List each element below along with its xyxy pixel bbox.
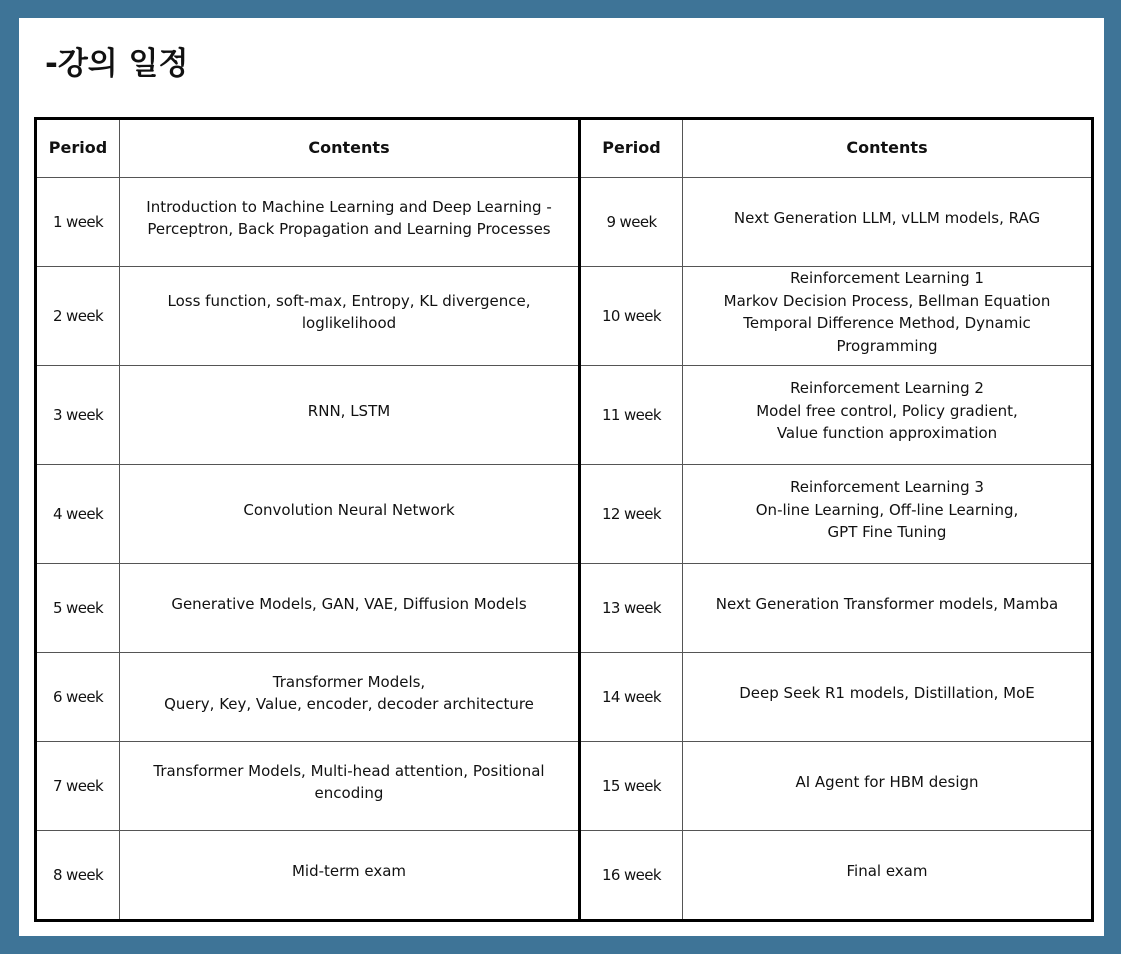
contents-cell — [120, 465, 580, 564]
contents-text: Deep Seek R1 models, Distillation, MoE — [739, 683, 1035, 702]
table-row — [36, 178, 1093, 267]
table-row — [36, 564, 1093, 653]
contents-text: Mid-term exam — [291, 861, 407, 880]
period-cell: 7 week — [36, 742, 120, 831]
period-cell: 13 week — [580, 564, 683, 653]
contents-text: Loss function, soft-max, Entropy, KL divergence, loglikelihood — [167, 291, 531, 332]
table-row — [36, 831, 1093, 921]
contents-cell — [120, 178, 580, 267]
contents-text: Transformer Models, Query, Key, Value, encoder, decoder architecture — [164, 672, 534, 713]
header-contents-right: Contents — [683, 119, 1093, 178]
table-row — [36, 653, 1093, 742]
page-title: -강의 일정 — [45, 46, 189, 82]
contents-text: RNN, LSTM — [307, 401, 391, 420]
contents-cell — [120, 564, 580, 653]
contents-text: Transformer Models, Multi-head attention, Positional encoding — [153, 761, 545, 802]
period-cell: 11 week — [580, 366, 683, 465]
period-cell: 6 week — [36, 653, 120, 742]
header-period-right: Period — [580, 119, 683, 178]
contents-cell — [120, 267, 580, 366]
contents-cell — [120, 742, 580, 831]
table-header-row — [36, 119, 1093, 178]
period-cell: 4 week — [36, 465, 120, 564]
contents-text: AI Agent for HBM design — [795, 772, 979, 791]
table-row — [36, 465, 1093, 564]
period-cell: 1 week — [36, 178, 120, 267]
period-cell: 9 week — [580, 178, 683, 267]
period-cell: 16 week — [580, 831, 683, 921]
contents-cell — [120, 653, 580, 742]
period-cell: 15 week — [580, 742, 683, 831]
contents-cell — [683, 831, 1093, 921]
schedule-table — [34, 117, 1094, 922]
contents-text: Convolution Neural Network — [243, 500, 455, 519]
contents-cell — [683, 653, 1093, 742]
contents-cell — [683, 465, 1093, 564]
period-cell: 12 week — [580, 465, 683, 564]
slide — [19, 18, 1104, 936]
contents-text: Next Generation LLM, vLLM models, RAG — [733, 208, 1041, 227]
contents-text: Next Generation Transformer models, Mamba — [715, 594, 1059, 613]
header-contents-left: Contents — [120, 119, 580, 178]
contents-cell — [683, 267, 1093, 366]
contents-cell — [120, 831, 580, 921]
contents-text: Reinforcement Learning 3 On-line Learning, Off-line Learning, GPT Fine Tuning — [755, 478, 1019, 542]
contents-cell — [683, 366, 1093, 465]
table-row — [36, 366, 1093, 465]
header-period-left: Period — [36, 119, 120, 178]
contents-cell — [683, 178, 1093, 267]
contents-text: Reinforcement Learning 2 Model free control, Policy gradient, Value function approximation — [756, 379, 1018, 443]
contents-cell — [683, 564, 1093, 653]
period-cell: 2 week — [36, 267, 120, 366]
contents-text: Introduction to Machine Learning and Deep Learning - Perceptron, Back Propagation and Learning Processes — [146, 197, 552, 238]
contents-text: Generative Models, GAN, VAE, Diffusion Models — [171, 594, 527, 613]
period-cell: 10 week — [580, 267, 683, 366]
period-cell: 5 week — [36, 564, 120, 653]
contents-text: Reinforcement Learning 1 Markov Decision Process, Bellman Equation Temporal Difference Method, Dynamic Programming — [723, 269, 1051, 355]
contents-cell — [683, 742, 1093, 831]
period-cell: 3 week — [36, 366, 120, 465]
period-cell: 14 week — [580, 653, 683, 742]
contents-text: Final exam — [846, 861, 928, 880]
table-row — [36, 267, 1093, 366]
table-row — [36, 742, 1093, 831]
contents-cell — [120, 366, 580, 465]
period-cell: 8 week — [36, 831, 120, 921]
